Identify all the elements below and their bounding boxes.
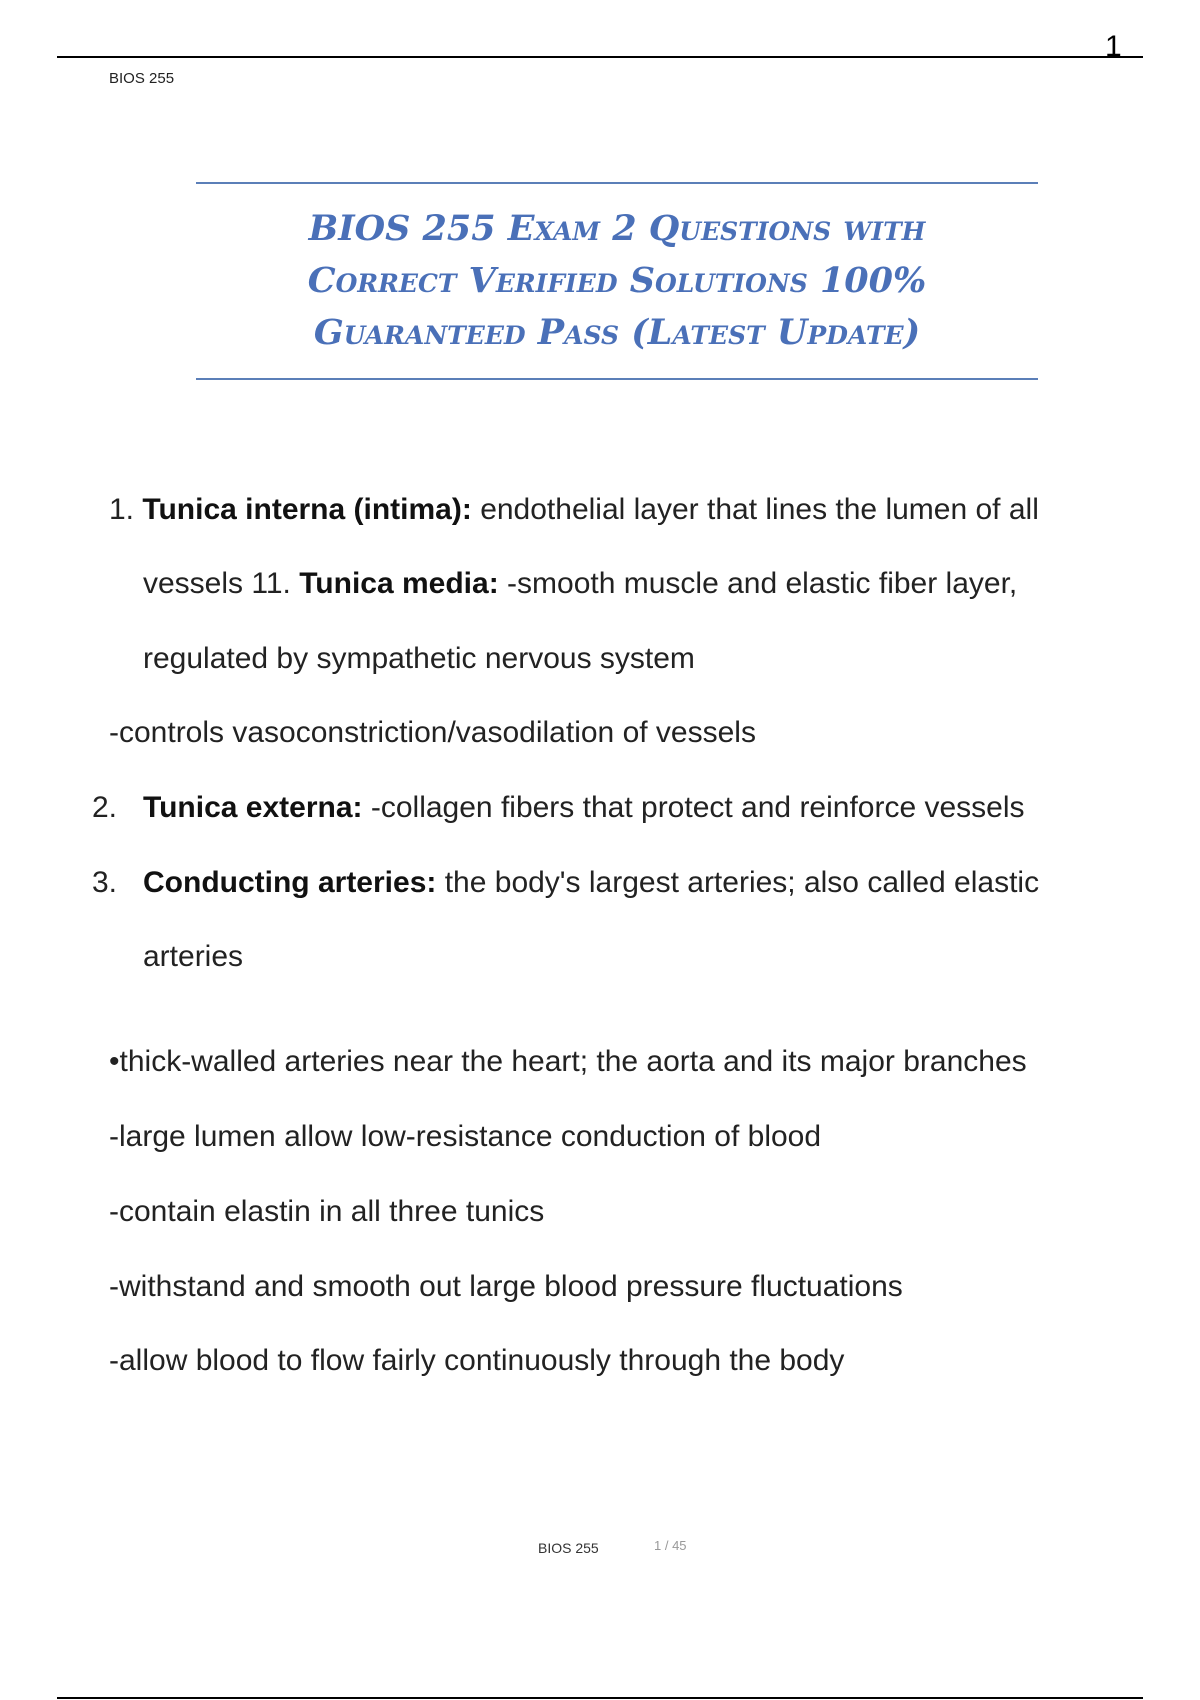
item-2 bbox=[92, 791, 1025, 825]
item-3-line-2: arteries bbox=[143, 940, 244, 973]
title-box bbox=[196, 182, 1038, 380]
note-line: -allow blood to flow fairly continuously through the body bbox=[109, 1344, 845, 1377]
note-line: -contain elastin in all three tunics bbox=[109, 1195, 545, 1228]
definition: -smooth muscle and elastic fiber layer, bbox=[507, 567, 1018, 600]
note-line: -withstand and smooth out large blood pressure fluctuations bbox=[109, 1270, 903, 1303]
footer-page: 1 / 45 bbox=[654, 1538, 687, 1553]
top-rule bbox=[57, 56, 1143, 58]
bullet-line: •thick-walled arteries near the heart; the aorta and its major branches bbox=[109, 1045, 1027, 1078]
item-number: 1. bbox=[109, 493, 135, 526]
term: Tunica interna (intima): bbox=[142, 493, 472, 526]
definition: vessels 11. bbox=[143, 567, 291, 600]
item-number: 2. bbox=[92, 791, 118, 824]
item-number: 3. bbox=[92, 866, 118, 899]
item-1-line-2 bbox=[143, 567, 1017, 601]
term: Tunica media: bbox=[299, 567, 499, 600]
note-line: -controls vasoconstriction/vasodilation of vessels bbox=[109, 716, 756, 749]
item-1-line-1 bbox=[109, 493, 1039, 527]
definition: regulated by sympathetic nervous system bbox=[143, 642, 695, 675]
bottom-rule bbox=[57, 1697, 1143, 1699]
footer-course: BIOS 255 bbox=[538, 1540, 599, 1556]
term: Tunica externa: bbox=[143, 791, 363, 824]
note-line: -large lumen allow low-resistance conduction of blood bbox=[109, 1120, 822, 1153]
running-header: BIOS 255 bbox=[109, 70, 175, 87]
item-3-line-1 bbox=[92, 866, 1039, 900]
definition: the body's largest arteries; also called elastic bbox=[444, 866, 1040, 899]
document-title: BIOS 255 Exam 2 Questions with Correct Verified Solutions 100% Guaranteed Pass (Latest Update) bbox=[307, 208, 927, 353]
definition: endothelial layer that lines the lumen of all bbox=[480, 493, 1039, 526]
page-number: 1 bbox=[1105, 30, 1122, 63]
term: Conducting arteries: bbox=[143, 866, 437, 899]
item-1-line-3 bbox=[143, 642, 695, 676]
definition: -collagen fibers that protect and reinforce vessels bbox=[370, 791, 1025, 824]
